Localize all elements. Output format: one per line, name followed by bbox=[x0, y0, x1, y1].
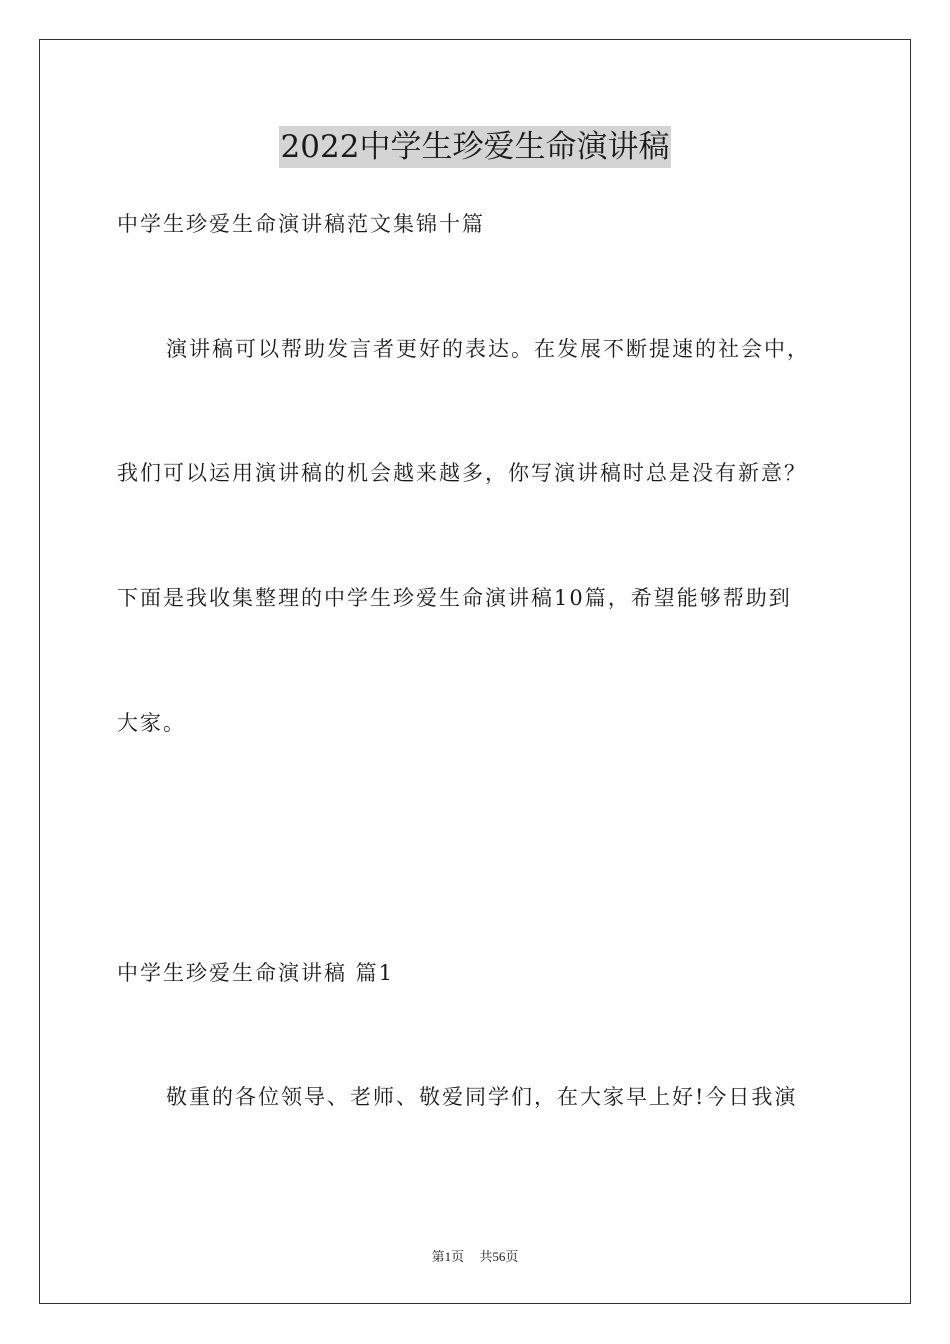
document-title: 2022中学生珍爱生命演讲稿 bbox=[279, 126, 672, 168]
page-footer bbox=[0, 1248, 950, 1266]
intro-line-1: 演讲稿可以帮助发言者更好的表达。在发展不断提速的社会中， bbox=[166, 337, 810, 361]
intro-line-4: 大家。 bbox=[117, 711, 186, 735]
section-first-line: 敬重的各位领导、老师、敬爱同学们，在大家早上好!今日我演 bbox=[166, 1085, 798, 1109]
page-total: 共56页 bbox=[479, 1249, 519, 1264]
title-container bbox=[0, 126, 950, 168]
page-number: 第1页 bbox=[431, 1249, 465, 1264]
section-heading: 中学生珍爱生命演讲稿 篇1 bbox=[117, 961, 395, 985]
intro-line-3: 下面是我收集整理的中学生珍爱生命演讲稿10篇，希望能够帮助到 bbox=[117, 586, 792, 610]
document-subtitle: 中学生珍爱生命演讲稿范文集锦十篇 bbox=[117, 212, 485, 236]
intro-line-2: 我们可以运用演讲稿的机会越来越多，你写演讲稿时总是没有新意？ bbox=[117, 461, 807, 485]
